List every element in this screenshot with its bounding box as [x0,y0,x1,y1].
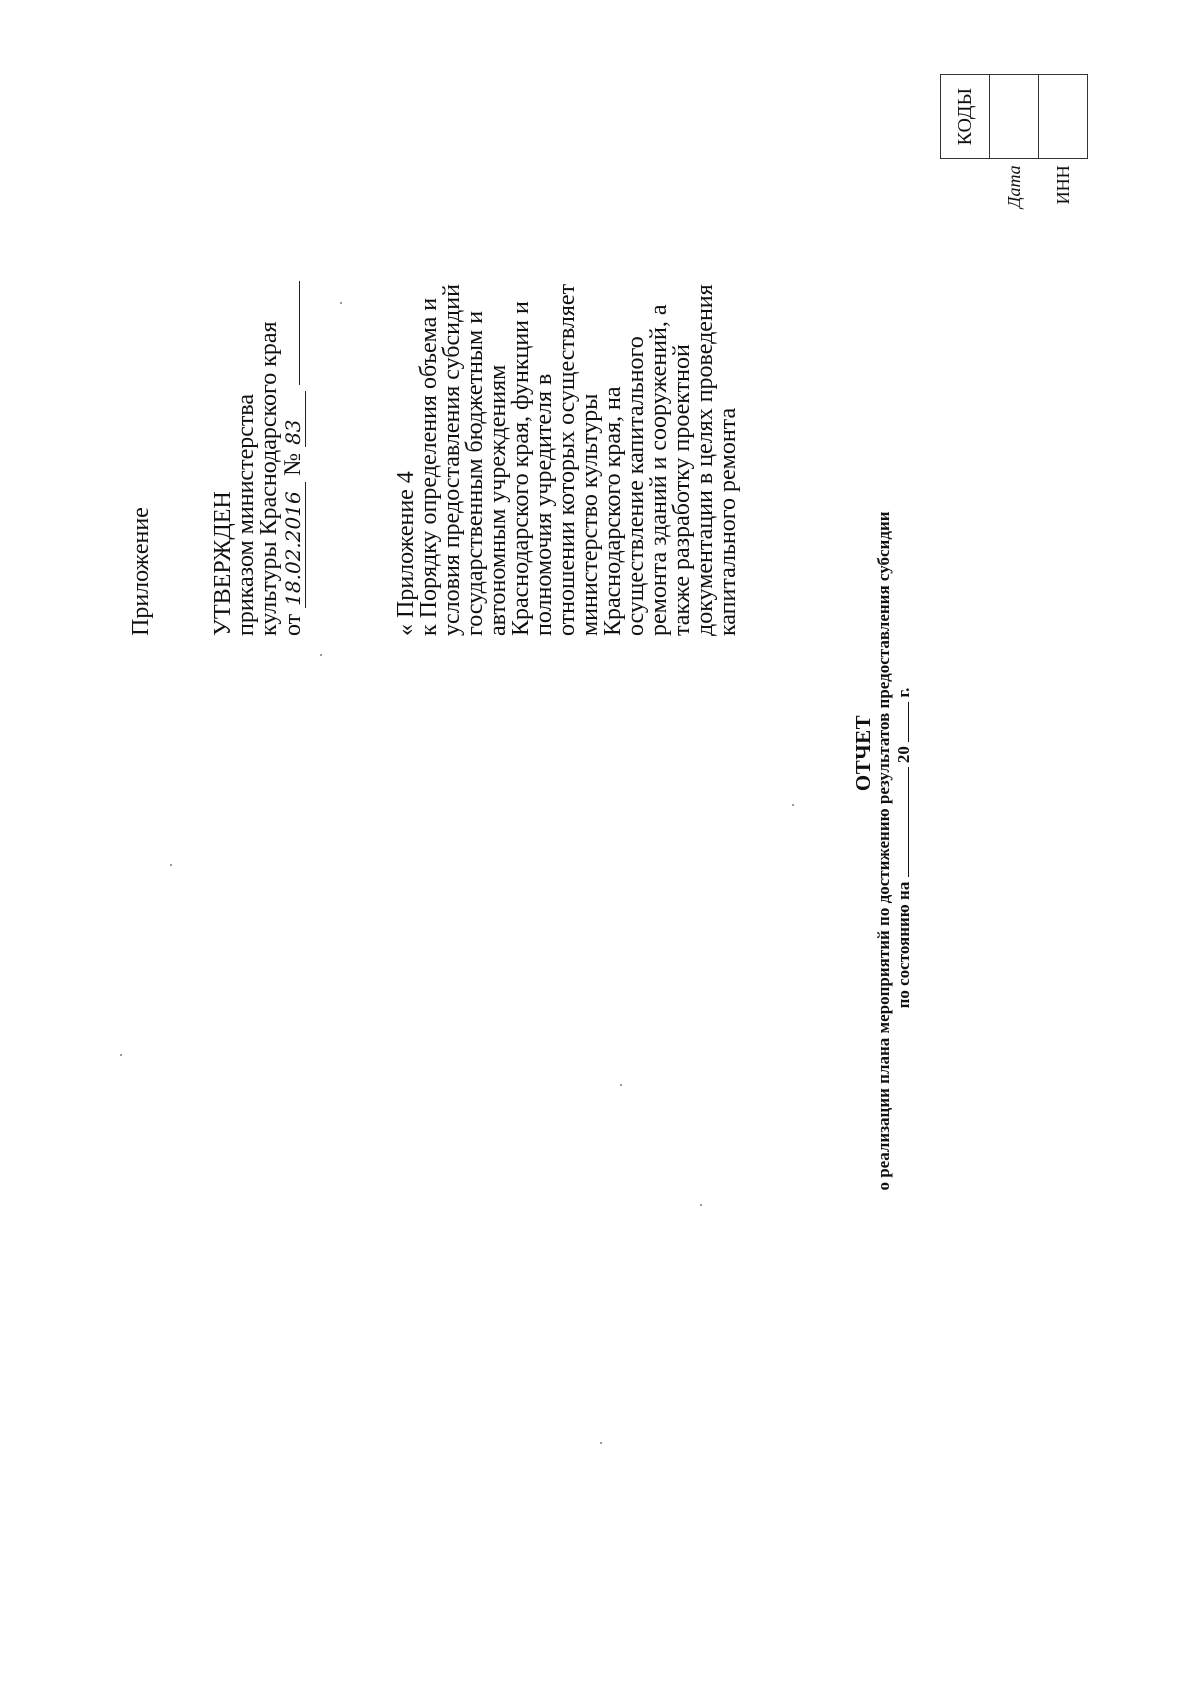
report-subtitle: о реализации плана мероприятий по достижению результатов предоставления субсидии [874,511,893,1191]
approval-number-label: № [280,452,306,476]
codes-row [990,75,1039,209]
scan-speck [600,1442,602,1444]
approval-block [212,281,306,636]
approval-date-line [281,281,306,636]
appendix-line: автономным учреждениям [485,364,511,636]
year-prefix: 20 [894,746,913,764]
appendix-line: к Порядку определения объема и [416,297,442,636]
appendix-line: осуществление капитального [623,336,649,636]
appendix-line: « Приложение 4 [393,471,419,636]
codes-row-label: Дата [1003,165,1024,208]
approval-heading: УТВЕРЖДЕН [210,491,236,636]
appendix-line: отношении которых осуществляет [554,283,580,636]
scan-speck [792,804,794,806]
appendix-line: ремонта зданий и сооружений, а [646,304,672,636]
approval-line-2: культуры Краснодарского края [256,321,282,636]
appendix-reference [395,106,740,636]
signature-underline [281,281,300,385]
appendix-line: документации в целях проведения [692,284,718,636]
codes-header-row [941,75,990,209]
codes-row-value [990,75,1039,159]
scan-speck [320,654,322,656]
appendix-line: условия предоставления субсидий [439,284,465,636]
codes-header-cell: КОДЫ [941,75,990,159]
codes-row-value [1039,75,1088,159]
appendix-line: также разработку проектной [669,344,695,636]
appendix-line: капитального ремонта [715,407,741,636]
appendix-line: полномочия учредителя в [531,373,557,636]
year-suffix: г. [894,687,913,698]
appendix-line: министерство культуры [577,393,603,636]
appendix-heading: Приложение [128,507,154,636]
scan-speck [120,1054,122,1056]
appendix-line: Краснодарского края, функции и [508,301,534,636]
codes-table [940,74,1088,208]
scan-speck [620,1084,622,1086]
report-title-block [852,0,914,1696]
as-of-label: по состоянию на [894,881,913,1009]
handwritten-date: 18.02.2016 [282,482,306,608]
codes-row-label: ИНН [1052,165,1073,205]
scan-speck [700,1204,702,1206]
handwritten-number: 83 [282,391,306,447]
report-as-of-line [894,0,914,1696]
date-blank [894,767,909,877]
year-blank [894,702,909,742]
appendix-line: Краснодарского края, на [600,386,626,636]
scan-speck [340,302,342,304]
approval-line-1: приказом министерства [233,393,259,636]
report-title: ОТЧЕТ [851,714,875,792]
codes-row [1039,75,1088,209]
approval-from-label: от [280,613,306,636]
scan-speck [170,864,172,866]
appendix-line: государственным бюджетным и [462,310,488,636]
